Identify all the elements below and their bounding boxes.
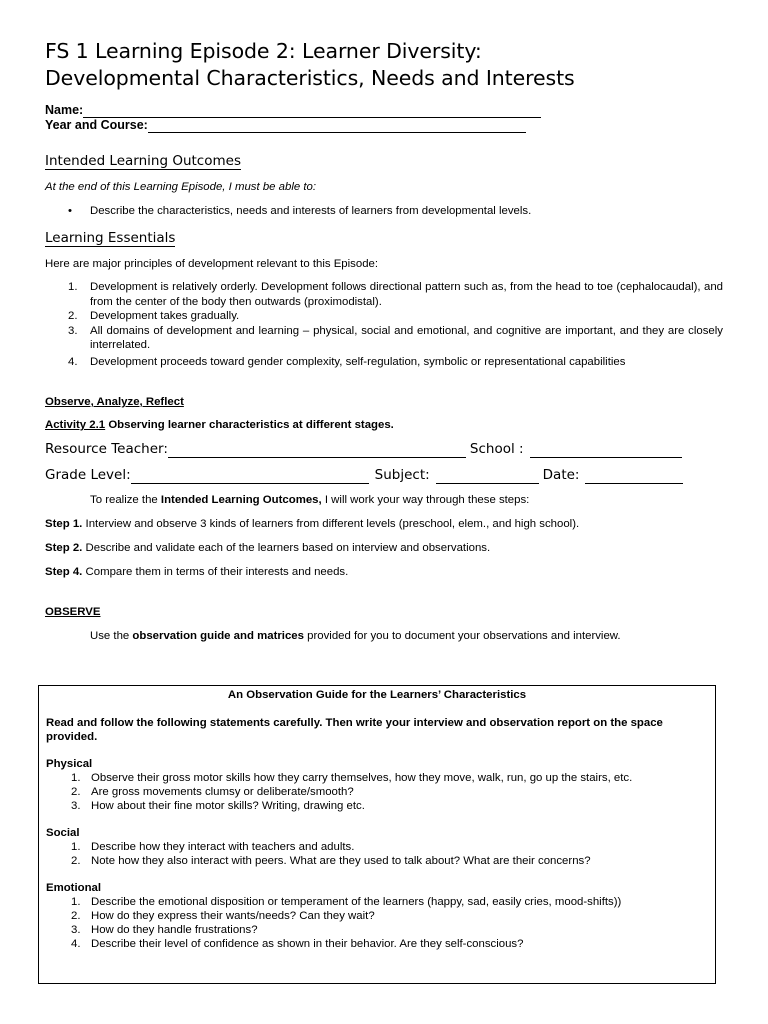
year-course-label: Year and Course: bbox=[45, 118, 148, 132]
guide-title: An Observation Guide for the Learners’ Characteristics bbox=[227, 689, 527, 701]
ilo-intro: At the end of this Learning Episode, I must be able to: bbox=[45, 181, 317, 193]
observation-guide-box bbox=[38, 685, 716, 984]
year-course-field bbox=[45, 118, 723, 133]
grade-level-label: Grade Level: bbox=[45, 467, 131, 483]
title-line-2: Developmental Characteristics, Needs and Interests bbox=[45, 66, 575, 90]
emotional-heading: Emotional bbox=[46, 882, 102, 894]
student-fields bbox=[45, 103, 723, 133]
list-item: 1. Observe their gross motor skills how they carry themselves, how they move, walk, run, go up the stairs, etc. bbox=[71, 772, 633, 784]
resource-teacher-label: Resource Teacher: bbox=[45, 441, 168, 457]
step-2: Step 2. Describe and validate each of the learners based on interview and observations. bbox=[45, 542, 491, 554]
social-list bbox=[46, 840, 708, 868]
list-item: 2. Are gross movements clumsy or deliberate/smooth? bbox=[71, 786, 354, 798]
observe-instruction: Use the observation guide and matrices provided for you to document your observations and interview. bbox=[90, 630, 621, 642]
observe-heading: OBSERVE bbox=[45, 606, 101, 618]
physical-list bbox=[46, 771, 708, 813]
activity-label: Activity 2.1 bbox=[45, 419, 106, 431]
grade-level-blank[interactable] bbox=[131, 470, 369, 484]
social-heading: Social bbox=[46, 827, 80, 839]
school-blank[interactable] bbox=[530, 444, 682, 458]
ilo-list bbox=[45, 204, 723, 218]
ilo-heading: Intended Learning Outcomes bbox=[45, 153, 241, 169]
list-item: 4. Development proceeds toward gender complexity, self-regulation, symbolic or representational capabilities bbox=[68, 355, 626, 368]
guide-instruction: Read and follow the following statements carefully. Then write your interview and observation report on the space provided. bbox=[46, 717, 663, 743]
name-blank[interactable] bbox=[83, 105, 541, 118]
list-item: 2. How do they express their wants/needs? Can they wait? bbox=[71, 910, 375, 922]
resource-teacher-row bbox=[45, 441, 723, 458]
learning-essentials-heading: Learning Essentials bbox=[45, 230, 176, 246]
list-item: 1. Describe how they interact with teachers and adults. bbox=[71, 841, 355, 853]
essentials-intro: Here are major principles of development relevant to this Episode: bbox=[45, 258, 379, 270]
list-item: 3. All domains of development and learning – physical, social and emotional, and cognitive are important, and they are closely interrelated. bbox=[68, 324, 723, 351]
document-title bbox=[45, 38, 723, 92]
physical-heading: Physical bbox=[46, 758, 93, 770]
resource-teacher-blank[interactable] bbox=[168, 444, 466, 458]
list-item: 4. Describe their level of confidence as shown in their behavior. Are they self-conscious? bbox=[71, 938, 524, 950]
subject-blank[interactable] bbox=[436, 470, 539, 484]
step-4: Step 4. Compare them in terms of their interests and needs. bbox=[45, 566, 349, 578]
subject-label: Subject: bbox=[374, 467, 430, 483]
observe-analyze-reflect-heading: Observe, Analyze, Reflect bbox=[45, 396, 184, 408]
grade-subject-date-row bbox=[45, 467, 723, 484]
name-field bbox=[45, 103, 723, 118]
list-item: 2. Note how they also interact with peers. What are they used to talk about? What are their concerns? bbox=[71, 855, 591, 867]
list-item: 2. Development takes gradually. bbox=[68, 310, 240, 322]
ilo-bullet: • Describe the characteristics, needs and interests of learners from developmental levels. bbox=[90, 204, 723, 218]
date-blank[interactable] bbox=[585, 470, 683, 484]
list-item: 3. How do they handle frustrations? bbox=[71, 924, 258, 936]
emotional-list bbox=[46, 895, 708, 951]
school-label: School : bbox=[469, 441, 524, 457]
title-line-1: FS 1 Learning Episode 2: Learner Diversity: bbox=[45, 39, 482, 63]
list-item: 1. Development is relatively orderly. Development follows directional pattern such as, from the head to toe (cephalocaudal), and from the center of the body then outwards (proximodistal). bbox=[68, 281, 723, 308]
name-label: Name: bbox=[45, 103, 84, 117]
list-item: 3. How about their fine motor skills? Writing, drawing etc. bbox=[71, 800, 365, 812]
list-item: 1. Describe the emotional disposition or temperament of the learners (happy, sad, easily cries, mood-shifts)) bbox=[71, 896, 622, 908]
realize-statement: To realize the Intended Learning Outcomes, I will work your way through these steps: bbox=[90, 494, 530, 506]
principles-list bbox=[45, 280, 723, 369]
step-1: Step 1. Interview and observe 3 kinds of learners from different levels (preschool, elem., and high school). bbox=[45, 518, 580, 530]
date-label: Date: bbox=[542, 467, 580, 483]
activity-heading bbox=[45, 418, 723, 432]
activity-text: Observing learner characteristics at different stages. bbox=[105, 419, 394, 431]
year-course-blank[interactable] bbox=[148, 120, 526, 133]
document-page bbox=[45, 38, 723, 644]
